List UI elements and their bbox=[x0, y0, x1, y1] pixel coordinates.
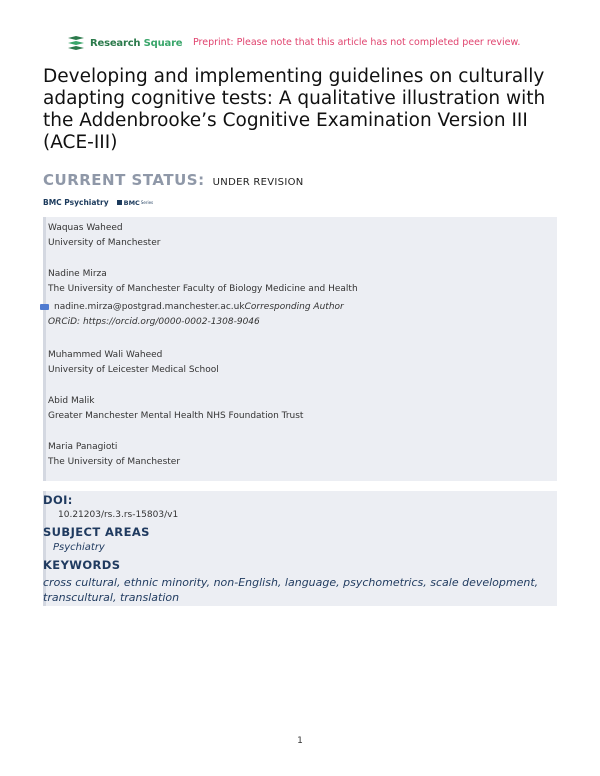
author-name[interactable]: Maria Panagioti bbox=[48, 442, 118, 452]
current-status bbox=[43, 170, 304, 189]
author-name[interactable]: Nadine Mirza bbox=[48, 269, 107, 279]
bmc-series-badge bbox=[117, 199, 154, 207]
journal-badge[interactable] bbox=[43, 198, 153, 207]
author-name[interactable]: Waquas Waheed bbox=[48, 223, 123, 233]
logo-word-research: Research bbox=[90, 37, 141, 49]
author-entry bbox=[48, 221, 160, 251]
journal-name: BMC Psychiatry bbox=[43, 198, 109, 207]
logo-text bbox=[90, 38, 182, 49]
author-name[interactable]: Muhammed Wali Waheed bbox=[48, 350, 163, 360]
research-square-logo[interactable] bbox=[66, 35, 182, 51]
author-entry bbox=[48, 348, 219, 378]
paper-title: Developing and implementing guidelines on culturally adapting cognitive tests: A qualitative illustration with the Addenbrooke’s Cognitive Examination Version III (ACE-III) bbox=[43, 66, 546, 153]
corresponding-author-note: Corresponding Author bbox=[244, 302, 344, 312]
author-entry bbox=[48, 267, 358, 297]
author-name[interactable]: Abid Malik bbox=[48, 396, 95, 406]
author-entry bbox=[48, 440, 180, 470]
mail-icon bbox=[40, 304, 49, 310]
bmc-series-icon bbox=[117, 200, 122, 205]
metadata-box bbox=[43, 491, 557, 606]
bmc-series-suffix: Series bbox=[140, 200, 154, 205]
author-affiliation: Greater Manchester Mental Health NHS Foundation Trust bbox=[48, 411, 304, 421]
status-label: CURRENT STATUS: bbox=[43, 171, 205, 189]
bmc-series-name: BMC bbox=[123, 198, 140, 207]
status-value: UNDER REVISION bbox=[212, 177, 304, 188]
subject-area-link[interactable]: Psychiatry bbox=[53, 542, 105, 553]
page-number: 1 bbox=[297, 736, 303, 746]
author-email-link[interactable]: nadine.mirza@postgrad.manchester.ac.uk bbox=[54, 302, 245, 312]
page-header bbox=[66, 33, 546, 53]
orcid-link[interactable]: ORCiD: https://orcid.org/0000-0002-1308-9046 bbox=[48, 317, 260, 327]
research-square-logo-icon bbox=[66, 35, 86, 51]
correspondence-row bbox=[40, 302, 344, 312]
doi-label: DOI: bbox=[43, 493, 73, 507]
author-affiliation: University of Leicester Medical School bbox=[48, 365, 219, 375]
author-entry bbox=[48, 394, 303, 424]
logo-word-square: Square bbox=[143, 37, 183, 49]
author-affiliation: The University of Manchester Faculty of Biology Medicine and Health bbox=[48, 284, 358, 294]
subject-areas-label: SUBJECT AREAS bbox=[43, 525, 150, 539]
authors-box bbox=[43, 217, 557, 481]
preprint-notice: Preprint: Please note that this article has not completed peer review. bbox=[193, 37, 521, 48]
author-affiliation: University of Manchester bbox=[48, 238, 161, 248]
doi-link[interactable]: 10.21203/rs.3.rs-15803/v1 bbox=[58, 510, 179, 520]
author-affiliation: The University of Manchester bbox=[48, 457, 181, 467]
keywords-label: KEYWORDS bbox=[43, 558, 121, 572]
keywords-list: cross cultural, ethnic minority, non-English, language, psychometrics, scale development, transcultural, translation bbox=[43, 576, 539, 604]
